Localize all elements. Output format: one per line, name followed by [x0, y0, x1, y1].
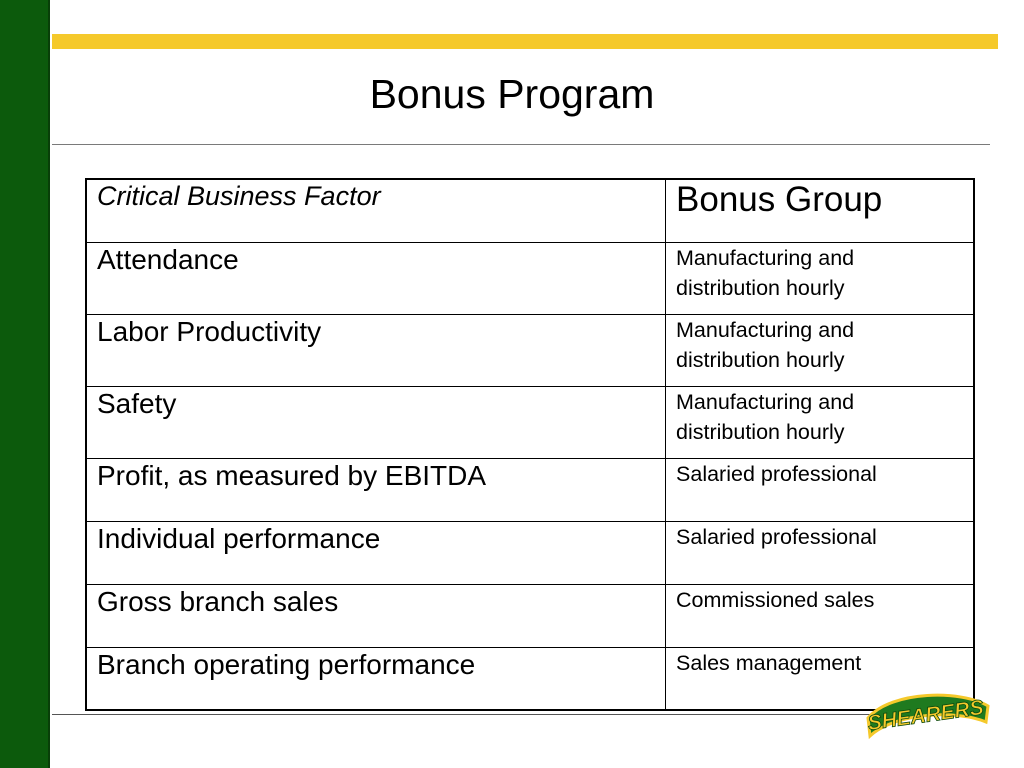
- table-row: [86, 242, 974, 314]
- factor-cell: Branch operating performance: [86, 647, 666, 710]
- table-row: [86, 584, 974, 647]
- bonus-table: [85, 178, 975, 711]
- logo-text: SHEARERS: [866, 696, 986, 736]
- bonus-group-cell: Manufacturing and distribution hourly: [666, 314, 974, 386]
- factor-cell: Labor Productivity: [86, 314, 666, 386]
- header-bonus-group: Bonus Group: [666, 179, 974, 242]
- bonus-group-cell: Salaried professional: [666, 521, 974, 584]
- top-accent-stripe: [52, 34, 998, 49]
- header-critical-business-factor: Critical Business Factor: [86, 179, 666, 242]
- title-divider: [52, 144, 990, 145]
- bonus-group-cell: Commissioned sales: [666, 584, 974, 647]
- table-header-row: [86, 179, 974, 242]
- factor-cell: Attendance: [86, 242, 666, 314]
- factor-cell: Safety: [86, 386, 666, 458]
- factor-cell: Profit, as measured by EBITDA: [86, 458, 666, 521]
- table-row: [86, 647, 974, 710]
- bonus-group-cell: Manufacturing and distribution hourly: [666, 242, 974, 314]
- table-row: [86, 521, 974, 584]
- left-sidebar-bar: [0, 0, 50, 768]
- slide-title: Bonus Program: [369, 71, 655, 117]
- factor-cell: Individual performance: [86, 521, 666, 584]
- bonus-group-cell: Manufacturing and distribution hourly: [666, 386, 974, 458]
- table-row: [86, 314, 974, 386]
- table-row: [86, 386, 974, 458]
- bonus-group-cell: Sales management: [666, 647, 974, 710]
- factor-cell: Gross branch sales: [86, 584, 666, 647]
- bonus-group-cell: Salaried professional: [666, 458, 974, 521]
- footer-divider: [52, 714, 872, 715]
- table-row: [86, 458, 974, 521]
- shearers-logo: [862, 688, 992, 740]
